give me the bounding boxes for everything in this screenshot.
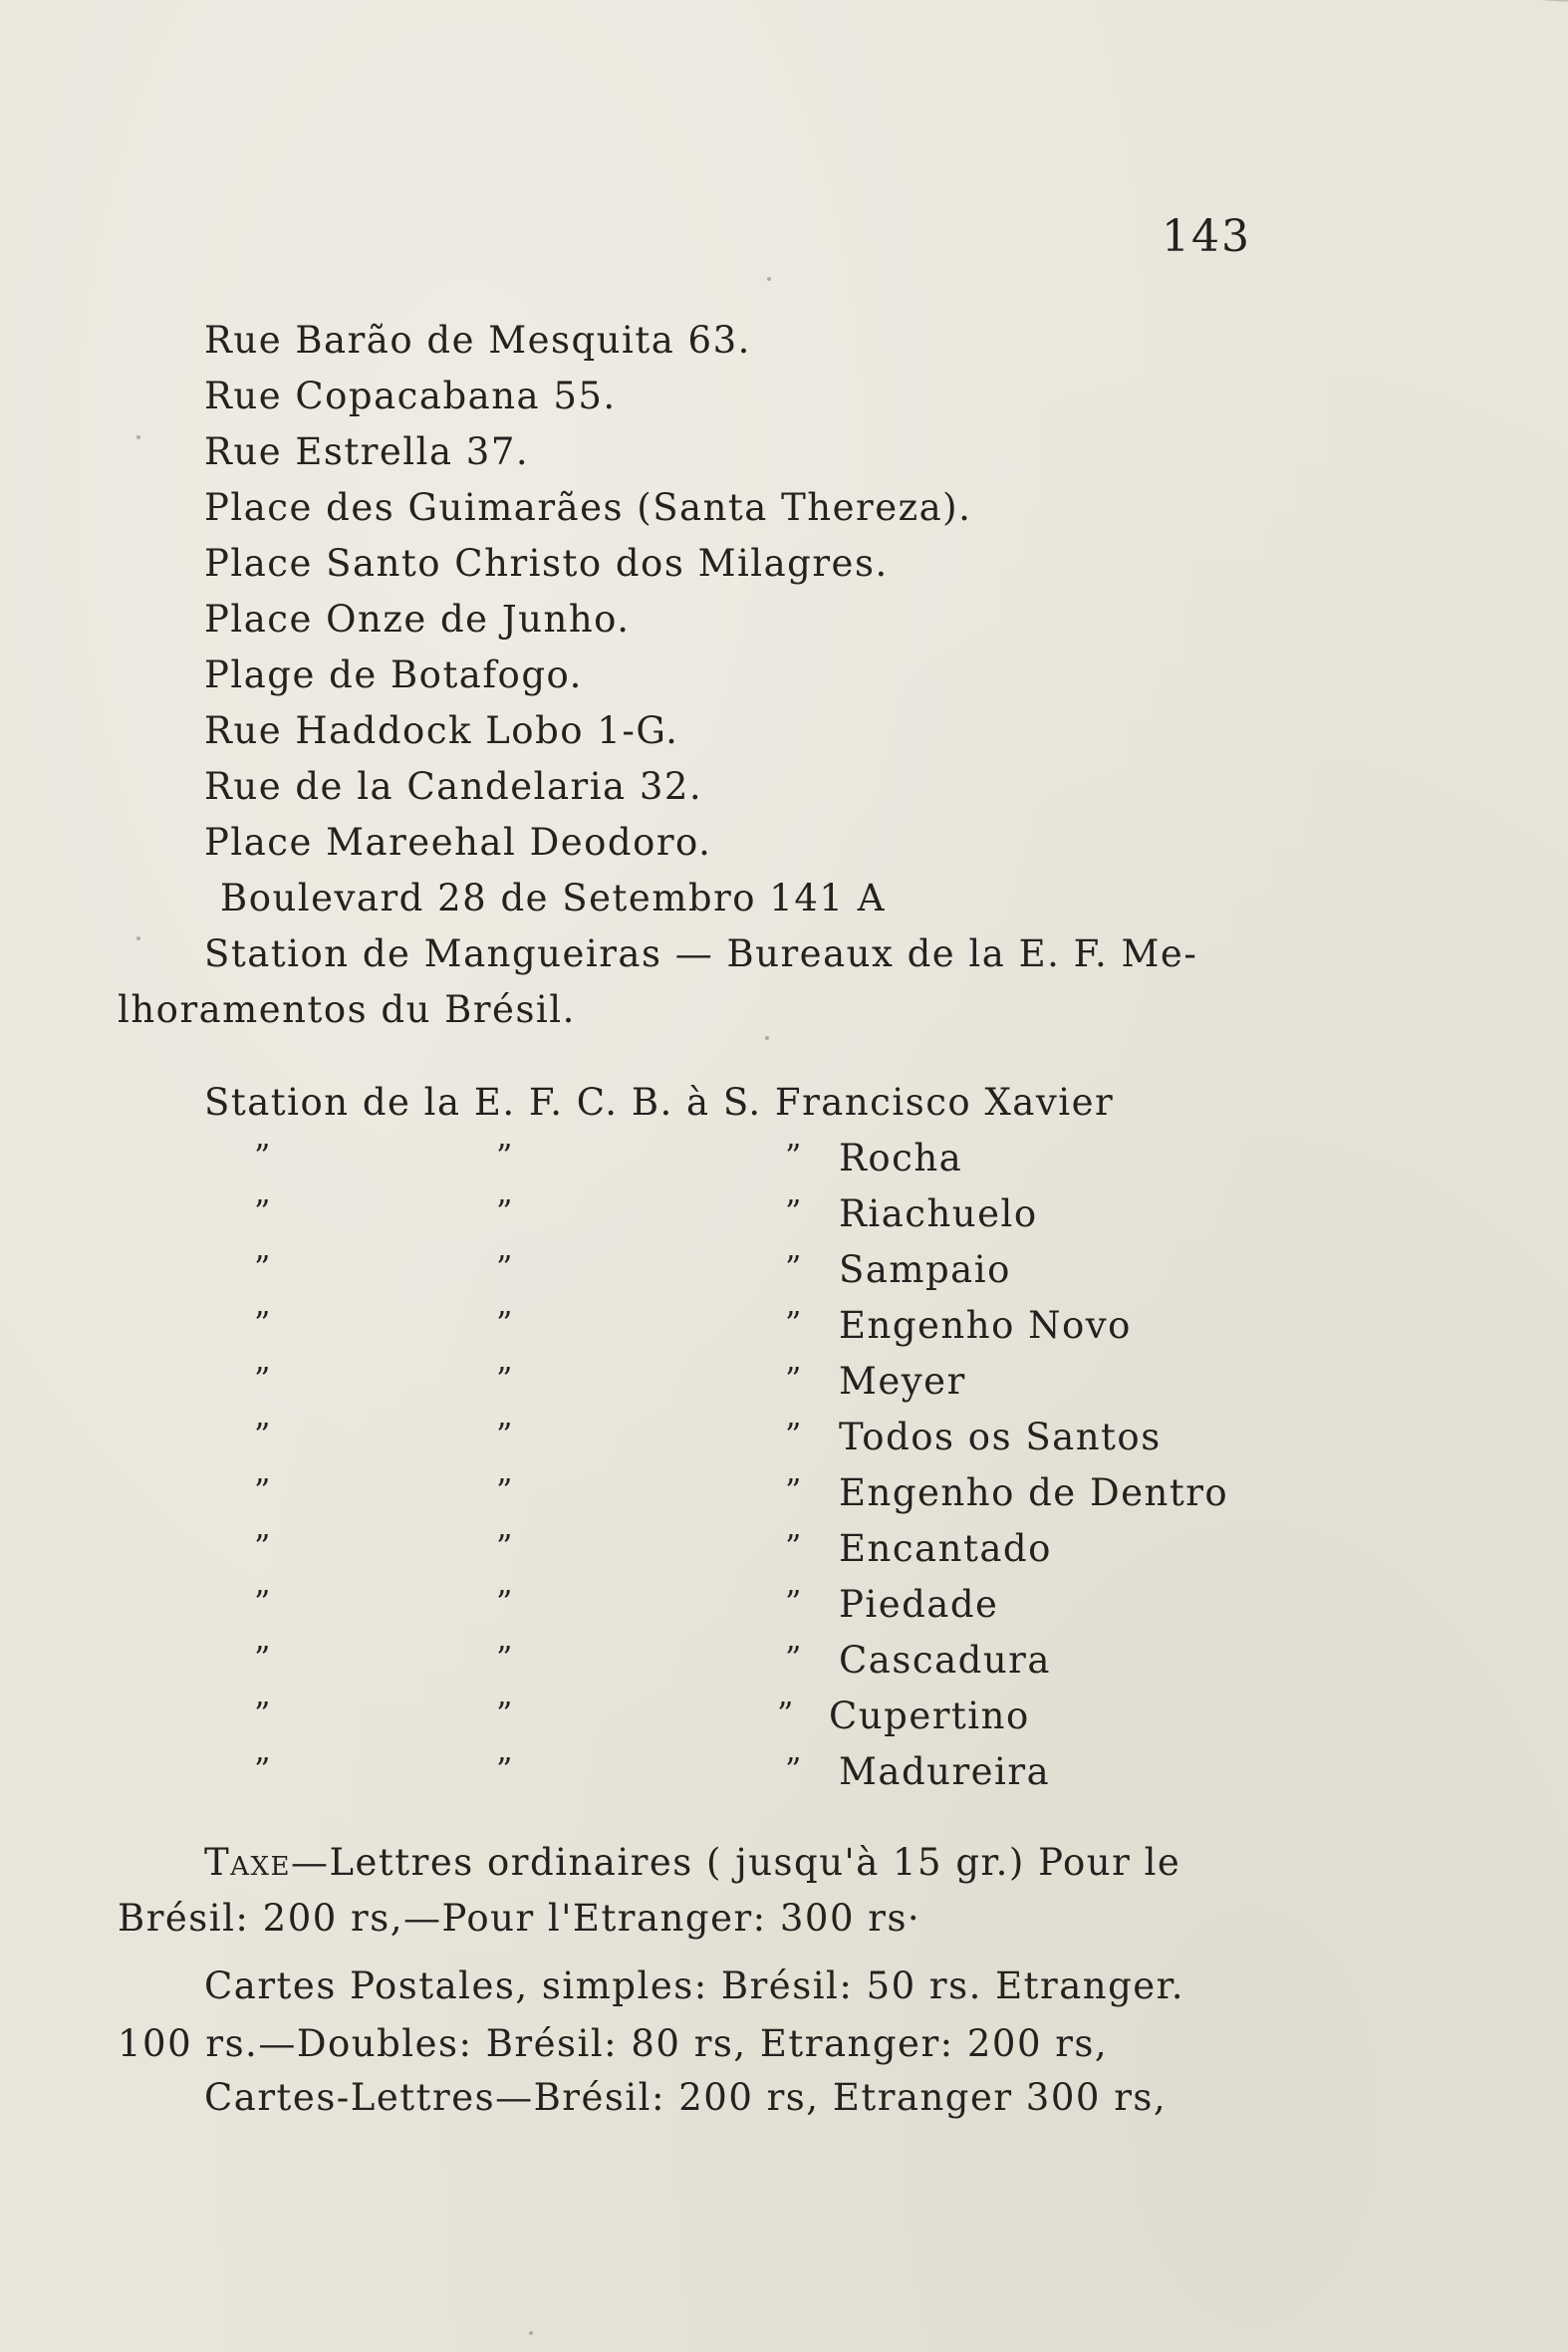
station-name: Rocha — [839, 1137, 963, 1179]
station-header: Station de la E. F. C. B. à S. Francisco Xavier — [204, 1081, 1115, 1124]
station-row — [204, 1248, 1320, 1298]
ditto-mark: ” — [254, 1192, 272, 1230]
ditto-mark: ” — [496, 1750, 514, 1788]
station-name: Engenho de Dentro — [839, 1471, 1229, 1514]
address-line: Rue Barão de Mesquita 63. — [204, 319, 751, 362]
ditto-mark: ” — [785, 1750, 803, 1788]
station-row — [204, 1192, 1320, 1242]
ditto-mark: ” — [785, 1248, 803, 1286]
ditto-mark: ” — [254, 1248, 272, 1286]
tax-line-1-text: —Lettres ordinaires ( jusqu'à 15 gr.) Pour le — [290, 1841, 1181, 1884]
address-line: Rue Copacabana 55. — [204, 375, 617, 417]
station-name: Engenho Novo — [839, 1304, 1132, 1347]
ditto-mark: ” — [496, 1639, 514, 1677]
ditto-mark: ” — [254, 1695, 272, 1732]
ditto-mark: ” — [496, 1583, 514, 1621]
tax-line-5: Cartes-Lettres—Brésil: 200 rs, Etranger 300 rs, — [204, 2076, 1168, 2119]
address-line: lhoramentos du Brésil. — [118, 988, 576, 1031]
address-line: Rue Haddock Lobo 1-G. — [204, 709, 679, 752]
tax-line-1 — [204, 1841, 1420, 1884]
address-line: Plage de Botafogo. — [204, 653, 583, 696]
ditto-mark: ” — [496, 1192, 514, 1230]
ditto-mark: ” — [254, 1583, 272, 1621]
address-line: Boulevard 28 de Setembro 141 A — [220, 877, 886, 919]
station-name: Cupertino — [829, 1695, 1030, 1737]
paper-speck — [765, 1036, 769, 1040]
tax-line-2: Brésil: 200 rs,—Pour l'Etranger: 300 rs· — [118, 1897, 921, 1940]
station-name: Meyer — [839, 1360, 966, 1403]
ditto-mark: ” — [254, 1360, 272, 1398]
ditto-mark: ” — [785, 1304, 803, 1342]
station-row — [204, 1416, 1320, 1465]
tax-line-4: 100 rs.—Doubles: Brésil: 80 rs, Etranger: 200 rs, — [118, 2022, 1109, 2065]
address-line: Place Mareehal Deodoro. — [204, 821, 712, 864]
ditto-mark: ” — [254, 1471, 272, 1509]
ditto-mark: ” — [254, 1416, 272, 1453]
station-name: Cascadura — [839, 1639, 1051, 1682]
ditto-mark: ” — [496, 1248, 514, 1286]
address-line: Rue Estrella 37. — [204, 430, 530, 473]
station-row — [204, 1304, 1320, 1354]
ditto-mark: ” — [785, 1639, 803, 1677]
address-line: Place Onze de Junho. — [204, 598, 631, 641]
paper-speck — [136, 435, 140, 439]
station-row — [204, 1137, 1320, 1186]
ditto-mark: ” — [496, 1471, 514, 1509]
ditto-mark: ” — [496, 1137, 514, 1175]
page-number: 143 — [1162, 211, 1251, 262]
address-line: Rue de la Candelaria 32. — [204, 765, 703, 808]
ditto-mark: ” — [496, 1695, 514, 1732]
paper-speck — [529, 2331, 533, 2335]
station-row — [204, 1750, 1320, 1800]
ditto-mark: ” — [254, 1304, 272, 1342]
station-row — [204, 1639, 1320, 1689]
ditto-mark: ” — [496, 1304, 514, 1342]
station-row — [204, 1695, 1320, 1744]
ditto-mark: ” — [254, 1137, 272, 1175]
station-name: Piedade — [839, 1583, 999, 1626]
ditto-mark: ” — [254, 1527, 272, 1565]
taxe-label: Taxe — [204, 1841, 291, 1884]
station-name: Riachuelo — [839, 1192, 1038, 1235]
ditto-mark: ” — [785, 1360, 803, 1398]
paper-speck — [136, 936, 140, 940]
station-row — [204, 1583, 1320, 1633]
ditto-mark: ” — [254, 1639, 272, 1677]
ditto-mark: ” — [496, 1360, 514, 1398]
station-name: Encantado — [839, 1527, 1052, 1570]
ditto-mark: ” — [785, 1471, 803, 1509]
ditto-mark: ” — [254, 1750, 272, 1788]
ditto-mark: ” — [777, 1695, 795, 1732]
ditto-mark: ” — [785, 1416, 803, 1453]
ditto-mark: ” — [785, 1192, 803, 1230]
tax-line-3: Cartes Postales, simples: Brésil: 50 rs. Etranger. — [204, 1964, 1185, 2007]
station-row — [204, 1360, 1320, 1410]
ditto-mark: ” — [785, 1527, 803, 1565]
paper-speck — [767, 277, 771, 281]
ditto-mark: ” — [496, 1527, 514, 1565]
address-line: Place Santo Christo dos Milagres. — [204, 542, 889, 585]
page-fold-line — [1227, 0, 1568, 42]
station-name: Sampaio — [839, 1248, 1011, 1291]
ditto-mark: ” — [785, 1583, 803, 1621]
station-name: Madureira — [839, 1750, 1051, 1793]
address-line: Place des Guimarães (Santa Thereza). — [204, 486, 972, 529]
ditto-mark: ” — [785, 1137, 803, 1175]
address-line: Station de Mangueiras — Bureaux de la E. F. Me- — [204, 932, 1198, 975]
station-row — [204, 1471, 1320, 1521]
ditto-mark: ” — [496, 1416, 514, 1453]
station-row — [204, 1527, 1320, 1577]
station-name: Todos os Santos — [839, 1416, 1162, 1458]
